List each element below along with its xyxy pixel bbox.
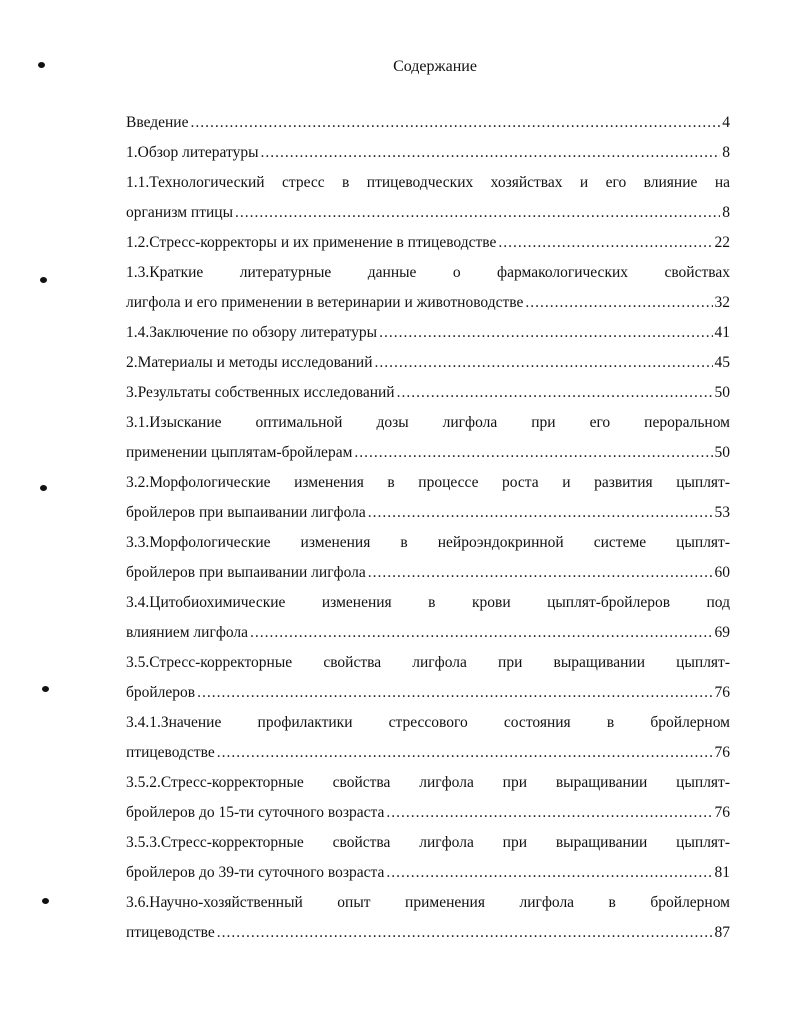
toc-entry-text: 1.Обзор литературы [126, 144, 259, 161]
toc-entry [126, 228, 730, 258]
toc-leader-dots [368, 498, 713, 528]
table-of-contents [126, 108, 730, 948]
toc-entry-text: применении цыплятам-бройлерам [126, 444, 353, 461]
toc-entry-text: лигфола и его применении в ветеринарии и животноводстве [126, 294, 524, 311]
toc-entry [126, 498, 730, 528]
toc-leader-dots [354, 438, 712, 468]
toc-page-number: 87 [714, 924, 730, 941]
toc-page-number: 41 [714, 324, 730, 341]
toc-entry [126, 318, 730, 348]
toc-entry-first-line: 3.4.1.Значение профилактики стрессового состояния в бройлерном [126, 714, 730, 731]
toc-entry-first-line: 3.3.Морфологические изменения в нейроэндокринной системе цыплят- [126, 534, 730, 551]
toc-page-number: 45 [714, 354, 730, 371]
toc-entry-first-line: 1.3.Краткие литературные данные о фармакологических свойствах [126, 264, 730, 281]
toc-entry [126, 378, 730, 408]
toc-entry [126, 618, 730, 648]
toc-entry-text: 3.Результаты собственных исследований [126, 384, 395, 401]
toc-entry [126, 348, 730, 378]
toc-leader-dots [525, 288, 712, 318]
toc-leader-dots [190, 108, 720, 138]
toc-entry [126, 858, 730, 888]
toc-leader-dots [397, 378, 713, 408]
binding-hole-mark [40, 277, 47, 283]
binding-hole-mark [42, 898, 49, 904]
page-title: Содержание [393, 58, 477, 75]
toc-entry-text: организм птицы [126, 204, 233, 221]
toc-leader-dots [386, 858, 712, 888]
toc-entry-first-line: 3.2.Морфологические изменения в процессе роста и развития цыплят- [126, 474, 730, 491]
toc-entry-text: Введение [126, 114, 189, 131]
binding-hole-mark [42, 686, 49, 692]
toc-page-number: 69 [714, 624, 730, 641]
toc-leader-dots [379, 318, 712, 348]
toc-entry [126, 678, 730, 708]
toc-entry [126, 108, 730, 138]
toc-entry [126, 288, 730, 318]
toc-entry-first-line: 3.4.Цитобиохимические изменения в крови цыплят-бройлеров под [126, 594, 730, 611]
toc-entry [126, 918, 730, 948]
toc-leader-dots [261, 138, 721, 168]
toc-entry-text: бройлеров при выпаивании лигфола [126, 564, 366, 581]
toc-page-number: 50 [714, 444, 730, 461]
toc-page-number: 60 [714, 564, 730, 581]
toc-entry-text: бройлеров до 39-ти суточного возраста [126, 864, 385, 881]
toc-leader-dots [217, 738, 713, 768]
toc-entry-text: 1.2.Стресс-корректоры и их применение в птицеводстве [126, 234, 497, 251]
toc-page-number: 81 [714, 864, 730, 881]
toc-page-number: 4 [722, 114, 730, 131]
toc-entry-text: влиянием лигфола [126, 624, 249, 641]
toc-page-number: 8 [722, 144, 730, 161]
toc-entry-first-line: 3.5.Стресс-корректорные свойства лигфола при выращивании цыплят- [126, 654, 730, 671]
toc-page-number: 76 [714, 804, 730, 821]
toc-page-number: 32 [714, 294, 730, 311]
toc-leader-dots [386, 798, 712, 828]
toc-page-number: 53 [714, 504, 730, 521]
toc-leader-dots [250, 618, 712, 648]
toc-entry-first-line: 3.5.2.Стресс-корректорные свойства лигфола при выращивании цыплят- [126, 774, 730, 791]
toc-entry [126, 438, 730, 468]
toc-entry-first-line: 3.1.Изыскание оптимальной дозы лигфола при его пероральном [126, 414, 730, 431]
toc-page-number: 76 [714, 744, 730, 761]
binding-hole-mark [40, 485, 47, 491]
toc-entry [126, 738, 730, 768]
toc-entry-text: бройлеров при выпаивании лигфола [126, 504, 366, 521]
toc-entry-text: бройлеров до 15-ти суточного возраста [126, 804, 385, 821]
toc-leader-dots [197, 678, 712, 708]
toc-entry-text: птицеводстве [126, 924, 215, 941]
toc-leader-dots [375, 348, 713, 378]
toc-entry [126, 198, 730, 228]
toc-entry [126, 558, 730, 588]
toc-page-number: 76 [714, 684, 730, 701]
toc-entry-first-line: 3.6.Научно-хозяйственный опыт применения лигфола в бройлерном [126, 894, 730, 911]
toc-entry-first-line: 3.5.3.Стресс-корректорные свойства лигфола при выращивании цыплят- [126, 834, 730, 851]
toc-leader-dots [235, 198, 720, 228]
toc-entry-text: 2.Материалы и методы исследований [126, 354, 373, 371]
toc-entry-text: птицеводстве [126, 744, 215, 761]
toc-entry [126, 138, 730, 168]
toc-leader-dots [217, 918, 713, 948]
toc-entry-text: бройлеров [126, 684, 196, 701]
toc-leader-dots [368, 558, 713, 588]
toc-entry-text: 1.4.Заключение по обзору литературы [126, 324, 378, 341]
toc-entry [126, 798, 730, 828]
toc-entry-first-line: 1.1.Технологический стресс в птицеводческих хозяйствах и его влияние на [126, 174, 730, 191]
toc-leader-dots [498, 228, 712, 258]
toc-page-number: 22 [714, 234, 730, 251]
toc-page-number: 8 [722, 204, 730, 221]
toc-page-number: 50 [714, 384, 730, 401]
